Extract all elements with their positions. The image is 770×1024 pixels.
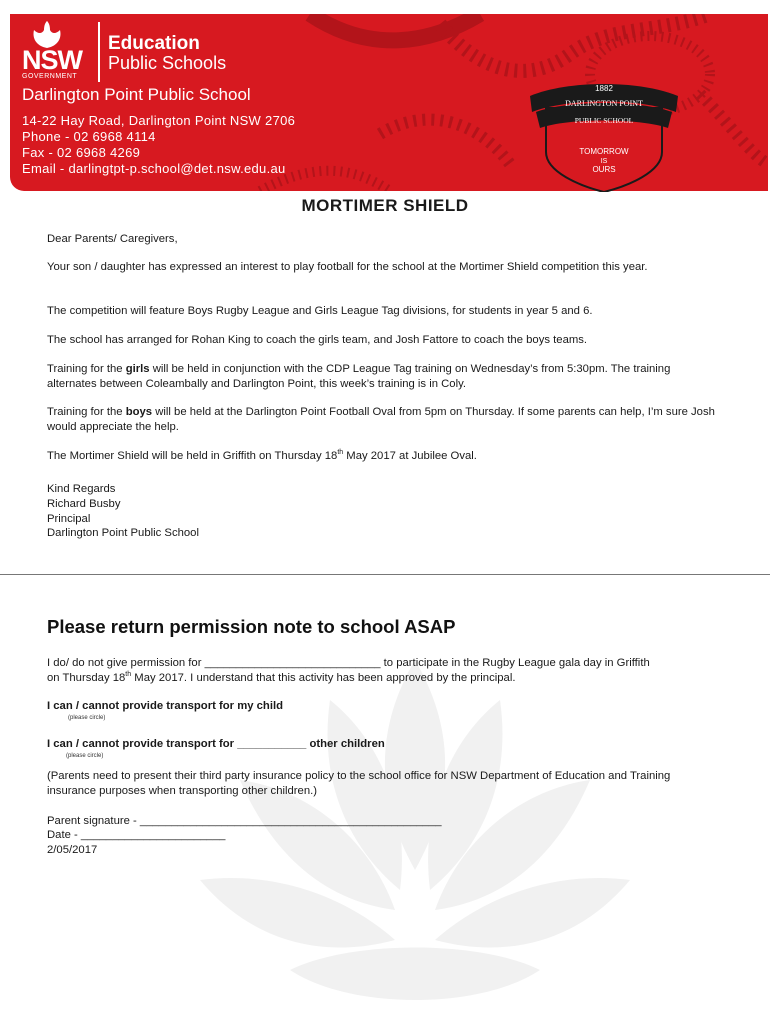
- circle-hint: (please circle): [66, 753, 104, 759]
- letter-paragraph-4: [47, 362, 719, 392]
- school-name: Darlington Point Public School: [22, 85, 251, 104]
- school-fax: Fax - 02 6968 4269: [22, 145, 141, 160]
- date-field[interactable]: Date - _______________________: [47, 829, 226, 841]
- circle-hint: (please circle): [68, 715, 106, 721]
- signoff-line: Richard Busby: [47, 498, 121, 510]
- permission-line-2: [47, 671, 719, 686]
- signoff-line: Kind Regards: [47, 483, 116, 495]
- paragraph-6-sup: th: [337, 449, 344, 457]
- signoff-line: Darlington Point Public School: [47, 527, 199, 539]
- crest-year: 1882: [595, 84, 613, 93]
- permission-line-1[interactable]: I do/ do not give permission for ____________________________ to participate in the Rugby League gala day in Griffith: [47, 657, 650, 669]
- paragraph-4-pre: Training for the: [47, 363, 126, 375]
- permission-line-2-pre: on Thursday 18: [47, 672, 126, 684]
- paragraph-4-post: will be held in conjunction with the CDP League Tag training on Wednesday’s from 5:30pm. The training alternates between Coleambally and Darlington Point, this week’s training is in Coly.: [47, 363, 671, 390]
- letter-paragraph-3: The school has arranged for Rohan King to coach the girls team, and Josh Fattore to coach the boys teams.: [47, 334, 588, 346]
- letter-paragraph-5: [47, 405, 719, 435]
- letter-paragraph-1: Your son / daughter has expressed an interest to play football for the school at the Mortimer Shield competition this year.: [47, 261, 648, 273]
- crest-motto-3: OURS: [592, 165, 616, 174]
- government-text: GOVERNMENT: [22, 73, 78, 80]
- letter-salutation: Dear Parents/ Caregivers,: [47, 233, 178, 245]
- crest-scroll-bottom: PUBLIC SCHOOL: [574, 116, 634, 125]
- paragraph-6-post: May 2017 at Jubilee Oval.: [343, 450, 477, 462]
- boys-emphasis: boys: [125, 406, 153, 418]
- form-title: Please return permission note to school ASAP: [47, 616, 456, 637]
- letter-title: MORTIMER SHIELD: [301, 196, 469, 215]
- school-address: 14-22 Hay Road, Darlington Point NSW 2706: [22, 113, 296, 128]
- parent-signature-field[interactable]: Parent signature - ________________________________________________: [47, 815, 442, 827]
- letter-paragraph-2: The competition will feature Boys Rugby League and Girls League Tag divisions, for students in year 5 and 6.: [47, 305, 593, 317]
- paragraph-6-pre: The Mortimer Shield will be held in Griffith on Thursday 18: [47, 450, 338, 462]
- signoff-line: Principal: [47, 513, 91, 525]
- insurance-note: (Parents need to present their third party insurance policy to the school office for NSW Department of Education and Training insurance purposes when transporting other children.): [47, 770, 671, 797]
- crest-motto-2: IS: [600, 158, 608, 165]
- public-schools-subtitle: Public Schools: [108, 53, 227, 73]
- crest-motto-1: TOMORROW: [579, 147, 629, 156]
- cut-line-divider: [0, 574, 770, 575]
- form-date: 2/05/2017: [47, 844, 98, 856]
- school-crest: [528, 82, 680, 192]
- nsw-logo-text: NSW: [22, 45, 82, 75]
- transport-other-children[interactable]: I can / cannot provide transport for ___________ other children: [47, 738, 385, 750]
- school-email: Email - darlingtpt-p.school@det.nsw.edu.au: [22, 161, 286, 176]
- education-title: Education: [108, 33, 200, 54]
- logo-divider: [98, 22, 100, 82]
- permission-line-2-post: May 2017. I understand that this activity has been approved by the principal.: [131, 672, 516, 684]
- crest-scroll-top: DARLINGTON POINT: [565, 99, 643, 108]
- paragraph-5-post: will be held at the Darlington Point Football Oval from 5pm on Thursday. If some parents can help, I’m sure Josh would appreciate the help.: [47, 406, 715, 433]
- transport-own-child[interactable]: I can / cannot provide transport for my child: [47, 700, 284, 712]
- letter-paragraph-6: [47, 449, 719, 464]
- school-phone: Phone - 02 6968 4114: [22, 129, 156, 144]
- paragraph-5-pre: Training for the: [47, 406, 126, 418]
- permission-line-2-sup: th: [125, 671, 132, 679]
- girls-emphasis: girls: [125, 363, 150, 375]
